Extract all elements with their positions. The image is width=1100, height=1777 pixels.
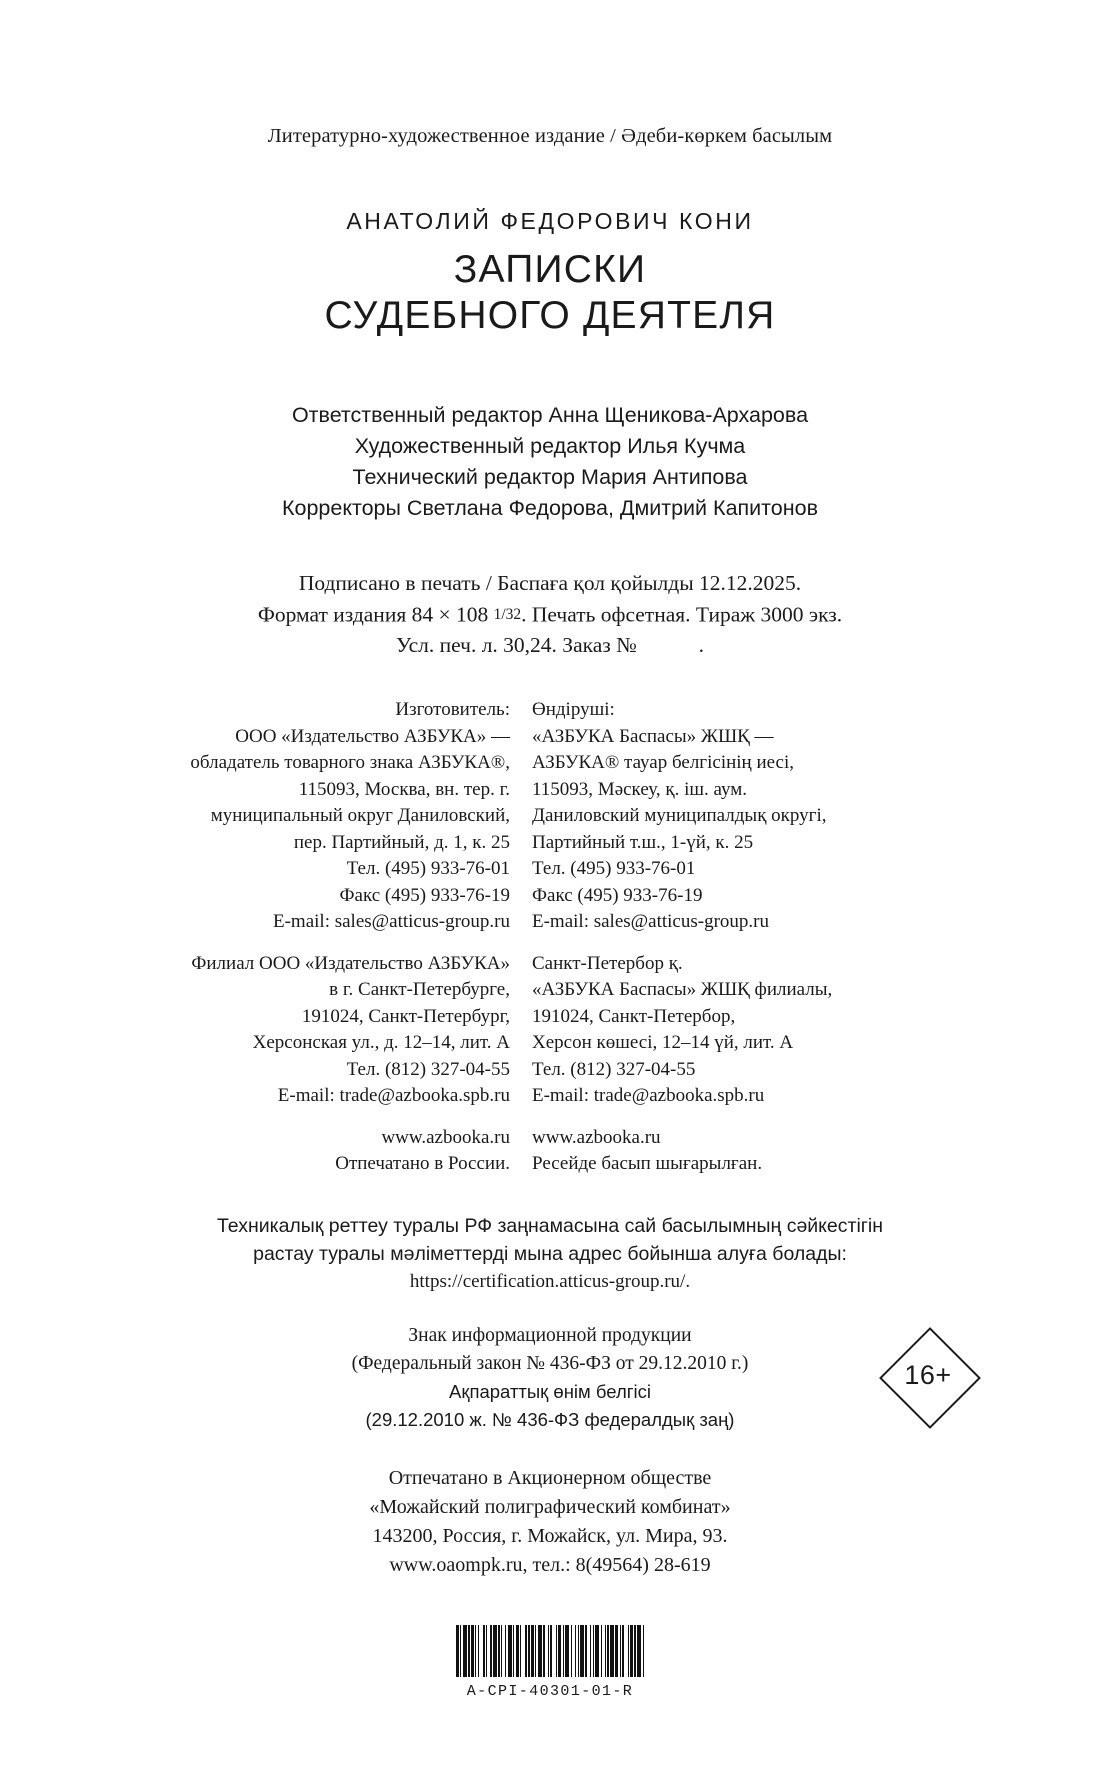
publisher-line: «АЗБУКА Баспасы» ЖШҚ — <box>532 725 774 747</box>
age-mark-line-kk: Ақпараттық өнім белгісі <box>449 1380 651 1402</box>
book-title-line-1: ЗАПИСКИ <box>453 248 647 291</box>
publisher-email: E-mail: sales@atticus-group.ru <box>532 911 769 933</box>
publisher-line: обладатель товарного знака АЗБУКА®, <box>190 752 510 774</box>
branch-line: 191024, Санкт-Петербург, <box>301 1005 510 1027</box>
branch-line: «АЗБУКА Баспасы» ЖШҚ филиалы, <box>532 979 833 1001</box>
certification-line: растау туралы мәліметтерді мына адрес бойынша алуға болады: <box>253 1242 847 1265</box>
edition-type-line: Литературно-художественное издание / Әдеби-көркем басылым <box>267 125 833 147</box>
printing-house-contacts: www.oaompk.ru, тел.: 8(49564) 28-619 <box>389 1553 711 1576</box>
credit-line: Художественный редактор Илья Кучма <box>354 434 746 458</box>
publisher-line: 115093, Мәскеу, қ. іш. аум. <box>532 778 748 800</box>
publisher-phone: Тел. (495) 933-76-01 <box>532 858 696 880</box>
publisher-line: 115093, Москва, вн. тер. г. <box>298 778 510 800</box>
branch-line: Филиал ООО «Издательство АЗБУКА» <box>191 952 510 974</box>
imprint-block <box>150 568 950 661</box>
certification-url: https://certification.atticus-group.ru/. <box>409 1270 691 1292</box>
credit-line: Ответственный редактор Анна Щеникова-Архарова <box>291 403 809 427</box>
publisher-line: пер. Партийный, д. 1, к. 25 <box>293 831 510 853</box>
credit-line: Технический редактор Мария Антипова <box>352 465 748 489</box>
credit-line: Корректоры Светлана Федорова, Дмитрий Капитонов <box>281 496 818 520</box>
age-mark-line-ru: Знак информационной продукции <box>408 1324 692 1346</box>
manufacturer-block-ru <box>150 697 510 936</box>
printed-in-line: Ресейде басып шығарылған. <box>532 1153 763 1175</box>
branch-email: E-mail: trade@azbooka.spb.ru <box>532 1085 765 1107</box>
branch-line: 191024, Санкт-Петербор, <box>532 1005 736 1027</box>
printed-in-line: Отпечатано в России. <box>335 1153 510 1175</box>
credits-block <box>150 400 950 524</box>
sheets-order-line <box>150 630 950 661</box>
publisher-line: ООО «Издательство АЗБУКА» — <box>235 725 510 747</box>
branch-email: E-mail: trade@azbooka.spb.ru <box>277 1085 510 1107</box>
format-prefix: Формат издания 84 × 108 <box>257 602 494 627</box>
age-rating-badge <box>880 1328 976 1424</box>
publisher-line: Даниловский муниципалдық округі, <box>532 805 827 827</box>
branch-phone: Тел. (812) 327-04-55 <box>346 1058 510 1080</box>
website-line: www.azbooka.ru <box>532 1126 661 1148</box>
signed-to-print-line: Подписано в печать / Баспаға қол қойылды 12.12.2025. <box>298 571 802 595</box>
age-mark-law-ru: (Федеральный закон № 436-ФЗ от 29.12.2010 г.) <box>351 1352 749 1374</box>
page-content <box>150 0 950 1700</box>
printing-house-name: «Можайский полиграфический комбинат» <box>369 1495 731 1518</box>
barcode-image <box>456 1625 645 1677</box>
site-block-kk <box>532 1125 932 1178</box>
printing-house-block <box>150 1464 950 1580</box>
site-block-ru <box>150 1125 510 1178</box>
publisher-line: АЗБУКА® тауар белгісінің иесі, <box>532 752 794 774</box>
website-line: www.azbooka.ru <box>381 1126 510 1148</box>
format-suffix: . Печать офсетная. Тираж 3000 экз. <box>521 602 843 627</box>
branch-phone: Тел. (812) 327-04-55 <box>532 1058 696 1080</box>
book-title-line-2: СУДЕБНОГО ДЕЯТЕЛЯ <box>324 294 776 337</box>
branch-block-kk <box>532 951 932 1110</box>
publisher-email: E-mail: sales@atticus-group.ru <box>273 911 510 933</box>
publisher-phone: Тел. (495) 933-76-01 <box>346 858 510 880</box>
manufacturer-heading-ru: Изготовитель: <box>395 699 510 721</box>
branch-block-ru <box>150 951 510 1110</box>
format-fraction: 1/32 <box>493 606 522 623</box>
author-name: АНАТОЛИЙ ФЕДОРОВИЧ КОНИ <box>346 208 754 234</box>
printing-house-address: 143200, Россия, г. Можайск, ул. Мира, 93. <box>372 1524 728 1547</box>
barcode-label: A-CPI-40301-01-R <box>466 1682 634 1700</box>
manufacturer-heading-kk: Өндіруші: <box>532 699 615 721</box>
sheets-order-suffix: . <box>698 633 705 658</box>
branch-line: в г. Санкт-Петербурге, <box>329 979 510 1001</box>
branch-line: Херсон көшесі, 12–14 үй, лит. А <box>532 1032 794 1054</box>
certification-block <box>150 1212 950 1296</box>
branch-line: Санкт-Петербор қ. <box>532 952 683 974</box>
publisher-line: Партийный т.ш., 1-үй, к. 25 <box>532 831 754 853</box>
sheets-order-prefix: Усл. печ. л. 30,24. Заказ № <box>395 633 637 658</box>
publisher-column-kk <box>532 697 932 1178</box>
publisher-fax: Факс (495) 933-76-19 <box>532 884 703 906</box>
age-rating-label: 16+ <box>904 1359 952 1390</box>
format-line <box>150 599 950 630</box>
age-mark-law-kk: (29.12.2010 ж. № 436-ФЗ федералдық заң) <box>365 1408 735 1430</box>
printing-house-line: Отпечатано в Акционерном обществе <box>388 1466 712 1489</box>
branch-line: Херсонская ул., д. 12–14, лит. А <box>252 1032 510 1054</box>
publisher-line: муниципальный округ Даниловский, <box>210 805 510 827</box>
publisher-columns <box>150 697 950 1178</box>
certification-line: Техникалық реттеу туралы РФ заңнамасына сай басылымның сәйкестігін <box>216 1214 884 1237</box>
publisher-fax: Факс (495) 933-76-19 <box>339 884 510 906</box>
manufacturer-block-kk <box>532 697 932 936</box>
barcode-area <box>150 1616 950 1700</box>
age-mark-block <box>150 1322 950 1434</box>
publisher-column-ru <box>150 697 532 1178</box>
